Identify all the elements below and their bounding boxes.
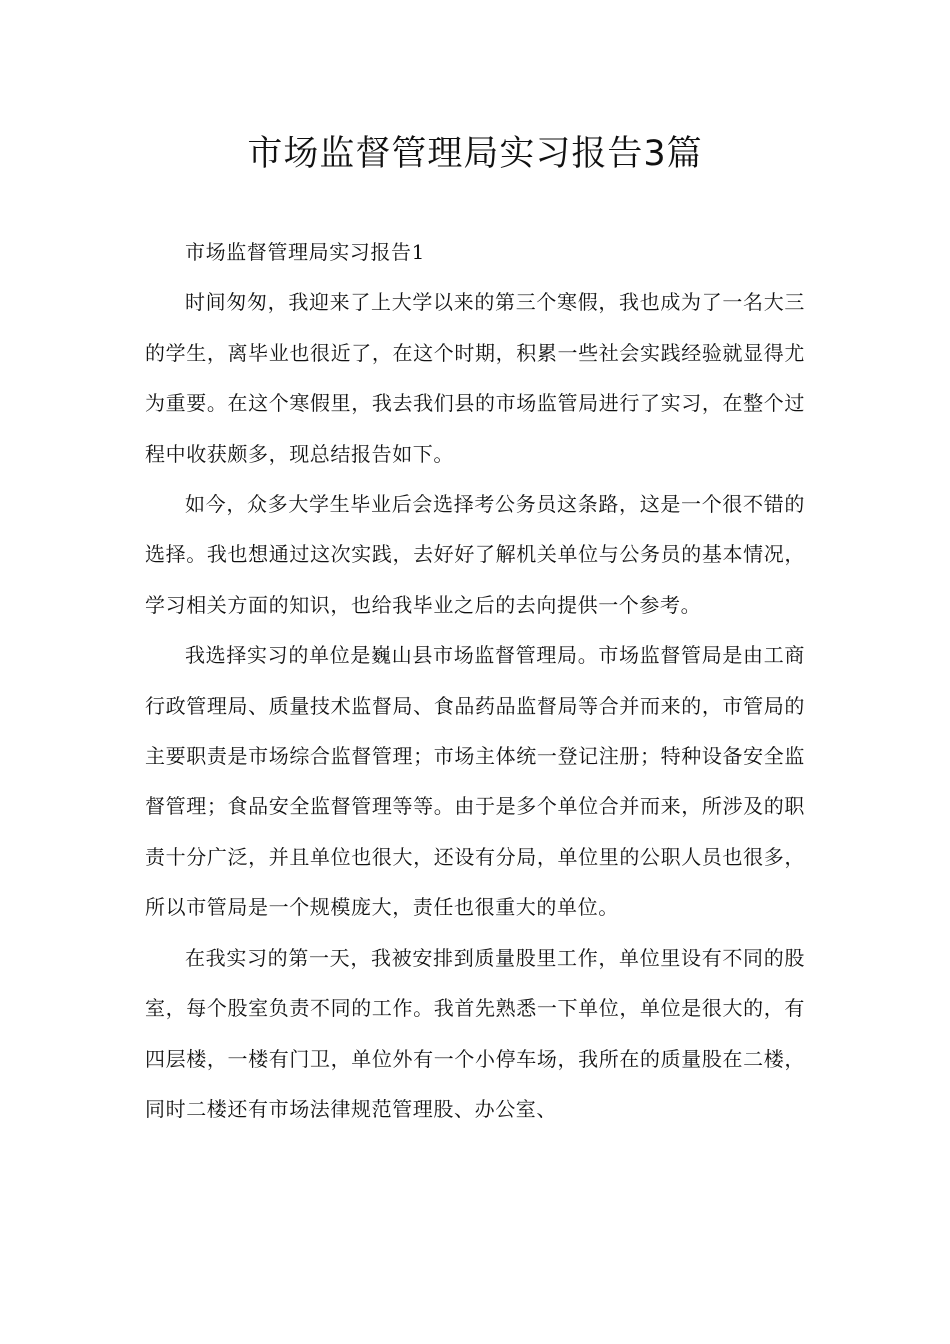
paragraph: 在我实习的第一天，我被安排到质量股里工作，单位里设有不同的股室，每个股室负责不同的工作。我首先熟悉一下单位，单位是很大的，有四层楼，一楼有门卫，单位外有一个小停车场，我所在的质量股在二楼，同时二楼还有市场法律规范管理股、办公室、 <box>145 945 805 1121</box>
paragraph: 时间匆匆，我迎来了上大学以来的第三个寒假，我也成为了一名大三的学生，离毕业也很近了，在这个时期，积累一些社会实践经验就显得尤为重要。在这个寒假里，我去我们县的市场监管局进行了实习，在整个过程中收获颇多，现总结报告如下。 <box>145 290 805 466</box>
paragraph: 如今，众多大学生毕业后会选择考公务员这条路，这是一个很不错的选择。我也想通过这次实践，去好好了解机关单位与公务员的基本情况，学习相关方面的知识，也给我毕业之后的去向提供一个参考。 <box>145 492 805 617</box>
document-title: 市场监督管理局实习报告3篇 <box>247 134 703 174</box>
section-heading: 市场监督管理局实习报告1 <box>185 240 425 264</box>
document-body <box>145 227 805 1134</box>
paragraph: 我选择实习的单位是巍山县市场监督管理局。市场监督管局是由工商行政管理局、质量技术监督局、食品药品监督局等合并而来的，市管局的主要职责是市场综合监督管理；市场主体统一登记注册；特种设备安全监督管理；食品安全监督管理等等。由于是多个单位合并而来，所涉及的职责十分广泛，并且单位也很大，还设有分局，单位里的公职人员也很多，所以市管局是一个规模庞大，责任也很重大的单位。 <box>145 643 805 920</box>
